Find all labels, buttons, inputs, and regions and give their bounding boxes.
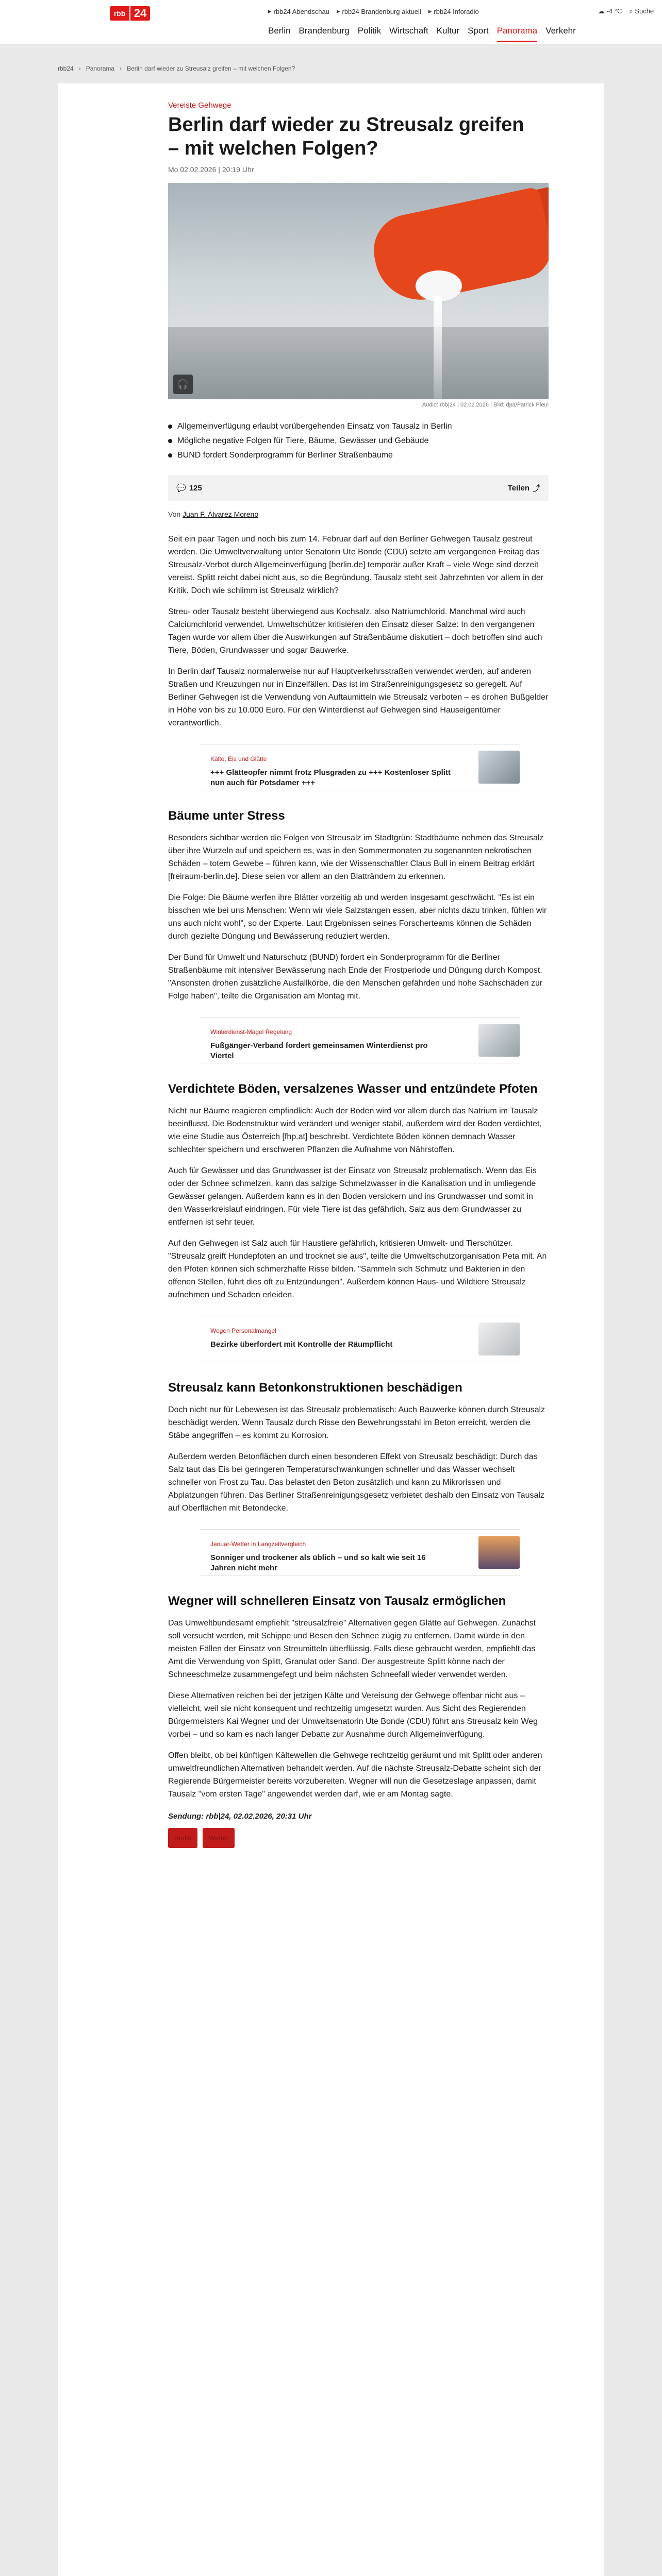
paragraph: Auf den Gehwegen ist Salz auch für Haustiere gefährlich, kritisieren Umwelt- und Tierschützer. "Streusalz greift Hundepfoten an und trocknet sie aus", teilte die Umweltschutzorganisation Peta mit. An den Pfoten können sich schmerzhafte Risse bilden. "Sammeln sich Schmutz und Bakterien in den offenen Stellen, führt dies oft zu Entzündungen". Außerdem können Haus- und Wildtiere Streusalz aufnehmen und Schaden erleiden. [168, 1239, 547, 1299]
hero-ground [168, 327, 549, 399]
paragraph: Offen bleibt, ob bei künftigen Kältewellen die Gehwege rechtzeitig geräumt und mit Splitt oder anderen umweltfreundlichen Alternativen behandelt werden. Auf die nächste Streusalz-Debatte scheint sich der Regierende Bürgermeister bereits vorzubereiten. Wegner will nun die Gesetzeslage anpassen, damit Tausalz "vom ersten Tage" angewendet werden darf, wie er am Montag sagte. [168, 1751, 542, 1799]
nav-verkehr[interactable]: Verkehr [545, 26, 576, 36]
cloud-icon: ☁ [598, 7, 605, 15]
teaser-title: Sonniger und trockener als üblich – und so kalt wie seit 16 Jahren nicht mehr [210, 1553, 426, 1572]
author-line [168, 510, 604, 518]
chevron-right-icon: › [120, 65, 122, 72]
summary-bullets [168, 419, 549, 463]
topbar-link-inforadio[interactable] [428, 7, 479, 15]
breadcrumb-current: Berlin darf wieder zu Streusalz greifen – mit welchen Folgen? [127, 65, 295, 72]
site-header [0, 0, 662, 44]
topbar-link-abendschau[interactable] [268, 7, 329, 15]
related-teaser[interactable] [200, 1316, 520, 1362]
section-heading: Wegner will schnelleren Einsatz von Tausalz ermöglichen [168, 1594, 506, 1608]
nav-berlin[interactable]: Berlin [268, 26, 291, 36]
nav-kultur[interactable]: Kultur [436, 26, 460, 36]
search-label: Suche [635, 7, 654, 15]
topbar-label: rbb24 Brandenburg aktuell [342, 7, 421, 15]
nav-brandenburg[interactable]: Brandenburg [299, 26, 350, 36]
breadcrumb-panorama[interactable]: Panorama [86, 65, 115, 72]
author-prefix: Von [168, 510, 181, 518]
play-icon: ▸ [268, 7, 272, 15]
paragraph: Das Umweltbundesamt empfiehlt "streusalzfreie" Alternativen gegen Glätte auf Gehwegen. Zunächst soll versucht werden, mit Schippe und Besen den Schnee zügig zu entfernen. Damit würde in den meisten Fällen der Einsatz von Streumitteln überflüssig. Falls diese gebraucht werden, empfiehlt das Amt die Verwendung von Splitt, Granulat oder Sand. Der ausgestreute Splitt könne nach der Schneeschmelze zusammengefegt und beim nächsten Schneefall wieder verwendet werden. [168, 1619, 536, 1679]
weather-temp: -4 °C [606, 7, 622, 15]
bullet-dot [168, 439, 172, 443]
headphones-icon[interactable]: 🎧 [173, 375, 193, 394]
paragraph: In Berlin darf Tausalz normalerweise nur auf Hauptverkehrsstraßen verwendet werden, auf anderen Straßen und Kreuzungen nur in Einzelfällen. Das ist im Straßenreinigungsgesetz so geregelt. Auf Berliner Gehwegen ist die Verwendung von Auftaumitteln wie Streusalz verboten – es drohen Bußgelder in Höhe von bis zu 10.000 Euro. Für den Winterdienst auf Gehwegen sind Hauseigentümer verantwortlich. [168, 667, 549, 727]
paragraph: Außerdem werden Betonflächen durch einen besonderen Effekt von Streusalz beschädigt: Durch das Salz taut das Eis bei geringeren Temperaturschwankungen schneller und das Wasser wechselt schneller von Frost zu Tau. Das belastet den Beton zusätzlich und kann zu Mikrorissen und Abplatzungen führen. Das Berliner Straßenreinigungsgesetz verbietet deshalb den Einsatz von Tausalz auf Oberflächen mit Betondecke. [168, 1452, 544, 1513]
article-action-bar [168, 475, 549, 501]
teaser-thumbnail [478, 1323, 520, 1355]
author-link[interactable]: Juan F. Álvarez Moreno [183, 510, 259, 518]
nav-panorama[interactable]: Panorama [497, 26, 537, 42]
section-heading: Streusalz kann Betonkonstruktionen beschädigen [168, 1381, 462, 1395]
breadcrumb-home[interactable]: rbb24 [58, 65, 74, 72]
related-teaser[interactable] [200, 1017, 520, 1063]
teaser-kicker: Januar-Wetter in Langzeitvergleich [210, 1540, 306, 1548]
topbar-link-brandenburg[interactable] [337, 7, 421, 15]
broadcast-note: Sendung: rbb|24, 02.02.2026, 20:31 Uhr [168, 1812, 312, 1821]
nav-wirtschaft[interactable]: Wirtschaft [389, 26, 428, 36]
teaser-thumbnail [478, 1536, 520, 1569]
hero-salt-stream [434, 296, 442, 399]
paragraph: Diese Alternativen reichen bei der jetzigen Kälte und Vereisung der Gehwege offenbar nicht aus – vielleicht, weil sie nicht konsequent und rechtzeitig umgesetzt wurden. Aus Sicht des Regierenden Bürgermeisters Kai Wegner und der Umweltsenatorin Ute Bonde (CDU) führt ans Streusalz kein Weg vorbei – und so kam es nach langer Debatte zur Ausnahme durch Allgemeinverfügung. [168, 1691, 538, 1739]
share-icon: ⤴ [532, 484, 540, 493]
header-tools [598, 7, 654, 15]
article-card [58, 83, 604, 2576]
search-button[interactable] [629, 7, 654, 15]
weather-widget[interactable] [598, 7, 622, 15]
paragraph: Auch für Gewässer und das Grundwasser ist der Einsatz von Streusalz problematisch. Wenn das Eis oder der Schnee schmelzen, kann das salzige Schmelzwasser in die Kanalisation und in umliegende Gewässer gelangen. Außerdem kann es in den Boden versickern und ins Grundwasser und somit in den Wasserkreislauf eindringen. Für viele Tiere ist das gefährlich. Salz aus dem Grundwasser zu entfernen ist sehr teuer. [168, 1166, 537, 1227]
share-label: Teilen [507, 483, 529, 493]
teaser-kicker: Winterdienst-Magel Regelung [210, 1028, 292, 1036]
paragraph: Der Bund für Umwelt und Naturschutz (BUND) fordert ein Sonderprogramm für die Berliner Straßenbäume mit intensiver Bewässerung nach Ende der Frostperiode und Düngung durch Kompost. "Ansonsten drohen zusätzliche Ausfallkörbe, die den Menschen gefährden und hohe Sachschäden zur Folge haben", teilte die Organisation am Montag mit. [168, 953, 543, 1001]
logo-24-part: 24 [129, 6, 150, 21]
station-links [268, 7, 479, 15]
teaser-title: Fußgänger-Verband fordert gemeinsamen Winterdienst pro Viertel [210, 1041, 428, 1060]
tag-wetter[interactable]: Wetter [203, 1828, 235, 1848]
image-credit: Audio: rbb|24 | 02.02.2026 | Bild: dpa/Patrick Pleul [422, 402, 549, 408]
article-date: Mo 02.02.2026 | 20:19 Uhr [168, 165, 254, 174]
comments-count: 125 [189, 483, 202, 493]
teaser-thumbnail [478, 1024, 520, 1057]
bullet-dot [168, 453, 172, 457]
topbar-label: rbb24 Abendschau [273, 7, 329, 15]
teaser-title: Bezirke überfordert mit Kontrolle der Räumpflicht [210, 1340, 393, 1349]
bullet-dot [168, 425, 172, 429]
nav-politik[interactable]: Politik [357, 26, 382, 36]
section-heading: Verdichtete Böden, versalzenes Wasser und entzündete Pfoten [168, 1082, 538, 1096]
teaser-kicker: Wegen Personalmangel [210, 1327, 276, 1334]
teaser-kicker: Kälte, Eis und Glätte [210, 755, 267, 762]
article-body [168, 533, 549, 1848]
logo-rbb-part: rbb [110, 6, 129, 21]
related-teaser[interactable] [200, 1529, 520, 1575]
article-title: Berlin darf wieder zu Streusalz greifen – mit welchen Folgen? [168, 114, 524, 159]
chevron-right-icon: › [78, 65, 81, 72]
search-icon: ⌕ [629, 7, 633, 15]
article-tags [168, 1828, 549, 1848]
paragraph: Streu- oder Tausalz besteht überwiegend aus Kochsalz, also Natriumchlorid. Manchmal wird auch Calciumchlorid verwendet. Umweltschützer kritisieren den Einsatz dieser Salze: In den vergangenen Tagen wurde vor allem über die Auswirkungen auf Straßenbäume diskutiert – doch betroffen sind auch Tiere, Böden, Grundwasser und sogar Bauwerke. [168, 607, 542, 655]
paragraph: Besonders sichtbar werden die Folgen von Streusalz im Stadtgrün: Stadtbäume nehmen das Streusalz über ihre Wurzeln auf und speichern es, was in den Sommermonaten zu sogenannten nekrotischen Schäden – totem Gewebe – führen kann, wie der Wissenschaftler Claus Bull in einem Beitrag erklärt [freiraum-berlin.de]. Diese seien vor allem an den Blatträndern zu erkennen. [168, 834, 544, 881]
topbar-label: rbb24 Inforadio [434, 7, 479, 15]
article-kicker: Vereiste Gehwege [168, 101, 231, 110]
summary-bullet [168, 448, 549, 463]
teaser-thumbnail [478, 751, 520, 784]
main-navigation [268, 26, 576, 42]
section-heading: Bäume unter Stress [168, 809, 285, 823]
paragraph: Seit ein paar Tagen und noch bis zum 14. Februar darf auf den Berliner Gehwegen Tausalz gestreut werden. Die Umweltverwaltung unter Senatorin Ute Bonde (CDU) setzte am vergangenen Freitag das Streusalz-Verbot durch Allgemeinverfügung [berlin.de] temporär außer Kraft – viele Wege sind derzeit vereist. Splitt reicht dabei nicht aus, so die Begründung. Tausalz steht seit Jahrzehnten vor allem in der Kritik. Doch wie schlimm ist Streusalz wirklich? [168, 535, 544, 595]
comments-count-button[interactable] [176, 483, 202, 493]
play-icon: ▸ [428, 7, 432, 15]
paragraph: Nicht nur Bäume reagieren empfindlich: Auch der Boden wird vor allem durch das Natrium im Tausalz beeinflusst. Die Bodenstruktur wird verändert und weniger stabil, außerdem wird der Boden verdichtet, wie eine Studie aus Österreich [fhp.at] beschreibt. Verdichtete Böden können demnach Wasser schlechter speichern und erschweren Pflanzen die Aufnahme von Nährstoffen. [168, 1107, 542, 1154]
bullet-text: Allgemeinverfügung erlaubt vorübergehenden Einsatz von Tausalz in Berlin [177, 422, 452, 431]
tag-berlin[interactable]: Berlin [168, 1828, 197, 1848]
nav-sport[interactable]: Sport [468, 26, 489, 36]
share-button[interactable] [508, 483, 540, 494]
summary-bullet [168, 419, 549, 434]
bullet-text: Mögliche negative Folgen für Tiere, Bäume, Gewässer und Gebäude [177, 436, 429, 445]
related-teaser[interactable] [200, 744, 520, 790]
bullet-text: BUND fordert Sonderprogramm für Berliner Straßenbäume [177, 451, 393, 460]
paragraph: Doch nicht nur für Lebewesen ist das Streusalz problematisch: Auch Bauwerke können durch Streusalz beschädigt werden. Wenn Tausalz durch Risse den Bewehrungsstahl im Beton erreicht, werden die Stäbe angegriffen – es kommt zu Korrosion. [168, 1405, 545, 1440]
play-icon: ▸ [336, 7, 340, 15]
teaser-title: +++ Glätteopfer nimmt frotz Plusgraden zu +++ Kostenloser Splitt nun auch für Potsdamer +++ [210, 768, 451, 787]
rbb24-logo[interactable] [110, 6, 150, 21]
breadcrumb [58, 65, 295, 72]
comment-icon: 💬 [176, 484, 186, 493]
paragraph: Die Folge: Die Bäume werfen ihre Blätter vorzeitig ab und werden insgesamt geschwächt. "Es ist ein bisschen wie bei uns Menschen: Wenn wir viele Salzstangen essen, aber nichts dazu trinken, fühlen wir uns auch nicht wohl", so der Experte. Laut Ergebnissen seines Forscherteams können die Schäden durch gezielte Düngung und Bewässerung reduziert werden. [168, 893, 547, 941]
hero-image [168, 183, 549, 399]
summary-bullet [168, 434, 549, 448]
